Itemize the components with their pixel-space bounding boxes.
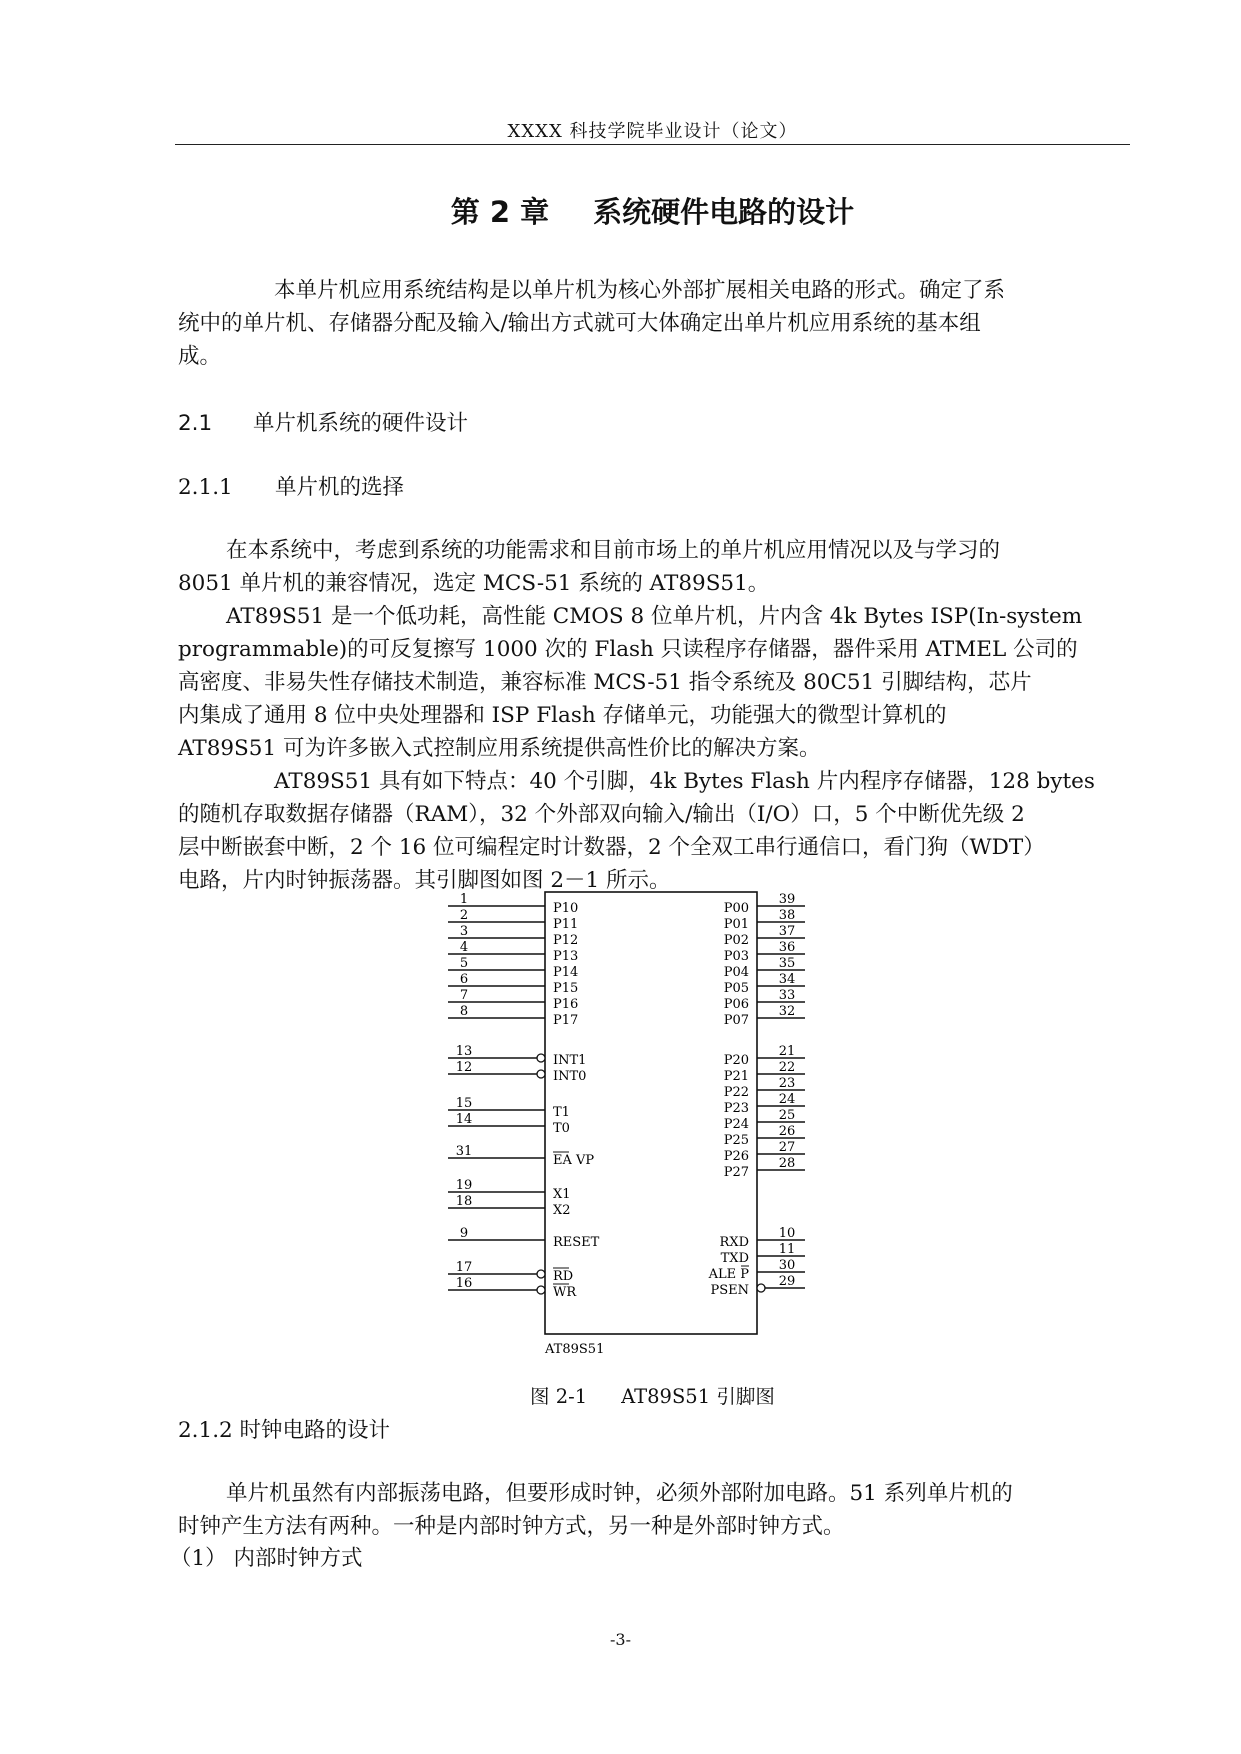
pin-number: 22 bbox=[778, 1060, 796, 1075]
pin-label: P27 bbox=[723, 1165, 749, 1180]
pin-number: 28 bbox=[778, 1156, 796, 1171]
intro-line: 成。 bbox=[178, 344, 222, 369]
section-heading-2-1-2: 2.1.2 时钟电路的设计 bbox=[178, 1418, 391, 1443]
list-item-text: 内部时钟方式 bbox=[233, 1546, 363, 1571]
pin-label: X1 bbox=[553, 1187, 571, 1202]
paragraph-line: 单片机虽然有内部振荡电路，但要形成时钟，必须外部附加电路。51 系列单片机的 bbox=[226, 1481, 1013, 1506]
pin-label: ALE P bbox=[708, 1267, 749, 1282]
pin-label: P03 bbox=[723, 949, 749, 964]
paragraph-line: AT89S51 可为许多嵌入式控制应用系统提供高性价比的解决方案。 bbox=[178, 736, 821, 761]
paragraph-line: 层中断嵌套中断，2 个 16 位可编程定时计数器，2 个全双工串行通信口，看门狗（WDT） bbox=[178, 835, 1045, 860]
pin-label: P13 bbox=[553, 949, 579, 964]
pin-number: 17 bbox=[455, 1260, 473, 1275]
pin-label: P06 bbox=[723, 997, 749, 1012]
list-item-label: （1） bbox=[170, 1546, 227, 1571]
pin-number: 7 bbox=[459, 988, 469, 1003]
pin-label: RXD bbox=[719, 1235, 749, 1250]
pin-label: P16 bbox=[553, 997, 579, 1012]
pin-label: T1 bbox=[553, 1105, 570, 1120]
pin-label: P00 bbox=[723, 901, 749, 916]
pin-number: 14 bbox=[455, 1112, 473, 1127]
pin-label: P02 bbox=[723, 933, 749, 948]
pin-number: 34 bbox=[778, 972, 796, 987]
pin-label: T0 bbox=[553, 1121, 570, 1136]
page-number: -3- bbox=[610, 1630, 631, 1649]
section-heading-2-1-1 bbox=[178, 470, 404, 501]
chapter-number: 第 2 章 bbox=[450, 195, 550, 229]
intro-line: 统中的单片机、存储器分配及输入/输出方式就可大体确定出单片机应用系统的基本组 bbox=[178, 311, 981, 336]
paragraph-line: 内集成了通用 8 位中央处理器和 ISP Flash 存储单元，功能强大的微型计算机的 bbox=[178, 703, 947, 728]
pin-number: 10 bbox=[778, 1226, 796, 1241]
figure-title: AT89S51 引脚图 bbox=[621, 1385, 775, 1408]
pin-label: P04 bbox=[723, 965, 749, 980]
pin-label: P24 bbox=[723, 1117, 749, 1132]
pin-label: INT0 bbox=[553, 1069, 587, 1084]
figure-number: 图 2-1 bbox=[530, 1385, 588, 1408]
pin-number: 16 bbox=[455, 1276, 473, 1291]
inversion-bubble bbox=[537, 1070, 545, 1078]
pin-label: TXD bbox=[720, 1251, 749, 1266]
pin-number: 33 bbox=[778, 988, 796, 1003]
pin-label: P10 bbox=[553, 901, 579, 916]
pin-number: 25 bbox=[778, 1108, 796, 1123]
section-title: 单片机的选择 bbox=[275, 475, 405, 500]
pin-label: P14 bbox=[553, 965, 579, 980]
paragraph-line: 8051 单片机的兼容情况，选定 MCS-51 系统的 AT89S51。 bbox=[178, 571, 770, 596]
header-rule bbox=[175, 144, 1130, 145]
left-pin-group bbox=[448, 892, 600, 1300]
figure-caption bbox=[530, 1381, 775, 1409]
pin-number: 36 bbox=[778, 940, 796, 955]
pin-number: 4 bbox=[459, 940, 469, 955]
pin-label: P15 bbox=[553, 981, 579, 996]
pin-label: P12 bbox=[553, 933, 579, 948]
inversion-bubble bbox=[537, 1054, 545, 1062]
pin-number: 27 bbox=[778, 1140, 796, 1155]
pin-label: EA VP bbox=[553, 1153, 595, 1168]
intro-line: 本单片机应用系统结构是以单片机为核心外部扩展相关电路的形式。确定了系 bbox=[274, 278, 1006, 303]
pin-number: 32 bbox=[778, 1004, 796, 1019]
pin-label: RD bbox=[553, 1269, 574, 1284]
section-title: 单片机系统的硬件设计 bbox=[253, 411, 469, 436]
pin-number: 38 bbox=[778, 908, 796, 923]
pin-label: P25 bbox=[723, 1133, 749, 1148]
pin-number: 19 bbox=[455, 1178, 473, 1193]
pin-number: 29 bbox=[778, 1274, 796, 1289]
clock-paragraph bbox=[178, 1477, 1138, 1543]
pin-number: 11 bbox=[778, 1242, 796, 1257]
pin-label: X2 bbox=[553, 1203, 571, 1218]
pin-label: PSEN bbox=[710, 1283, 749, 1298]
pin-label: WR bbox=[553, 1285, 577, 1300]
pin-number: 2 bbox=[459, 908, 469, 923]
intro-paragraph bbox=[178, 274, 1138, 373]
pin-number: 30 bbox=[778, 1258, 796, 1273]
chapter-title bbox=[175, 190, 1130, 231]
pin-label: RESET bbox=[553, 1235, 600, 1250]
pin-number: 39 bbox=[778, 892, 796, 907]
pin-label: P22 bbox=[723, 1085, 749, 1100]
pin-label: P17 bbox=[553, 1013, 579, 1028]
inversion-bubble bbox=[537, 1270, 545, 1278]
pin-number: 35 bbox=[778, 956, 796, 971]
list-item-1 bbox=[170, 1542, 1130, 1575]
pin-number: 24 bbox=[778, 1092, 796, 1107]
pin-31 bbox=[448, 1144, 594, 1168]
pin-number: 13 bbox=[455, 1044, 473, 1059]
pin-9 bbox=[448, 1226, 600, 1250]
inversion-bubble bbox=[757, 1284, 765, 1292]
inversion-bubble bbox=[537, 1286, 545, 1294]
pin-number: 3 bbox=[459, 924, 469, 939]
paragraph-line: 的随机存取数据存储器（RAM），32 个外部双向输入/输出（I/O）口，5 个中断优先级 2 bbox=[178, 802, 1025, 827]
pin-number: 9 bbox=[459, 1226, 469, 1241]
pin-label: P20 bbox=[723, 1053, 749, 1068]
paragraph-line: 电路，片内时钟振荡器。其引脚图如图 2－1 所示。 bbox=[178, 868, 671, 893]
selection-paragraph bbox=[178, 534, 1138, 600]
paragraph-line: AT89S51 具有如下特点：40 个引脚，4k Bytes Flash 片内程序存储器，128 bytes bbox=[274, 769, 1095, 794]
paragraph-line: 高密度、非易失性存储技术制造，兼容标准 MCS-51 指令系统及 80C51 引脚结构，芯片 bbox=[178, 670, 1032, 695]
paragraph-line: AT89S51 是一个低功耗，高性能 CMOS 8 位单片机，片内含 4k Bytes ISP(In-system bbox=[226, 604, 1083, 629]
pin-number: 31 bbox=[455, 1144, 473, 1159]
chapter-heading: 系统硬件电路的设计 bbox=[593, 195, 855, 229]
pin-label: P26 bbox=[723, 1149, 749, 1164]
pin-number: 23 bbox=[778, 1076, 796, 1091]
at89s51-paragraph bbox=[178, 600, 1138, 765]
pin-label: P01 bbox=[723, 917, 749, 932]
pin-label: P11 bbox=[553, 917, 579, 932]
pin-number: 6 bbox=[459, 972, 469, 987]
features-paragraph bbox=[178, 765, 1138, 897]
running-header: XXXX 科技学院毕业设计（论文） bbox=[507, 121, 798, 142]
pin-number: 15 bbox=[455, 1096, 473, 1111]
chip-label: AT89S51 bbox=[545, 1342, 605, 1357]
at89s51-pin-diagram bbox=[455, 888, 820, 1358]
pin-label: P07 bbox=[723, 1013, 749, 1028]
section-number: 2.1 bbox=[178, 411, 213, 436]
paragraph-line: 在本系统中，考虑到系统的功能需求和目前市场上的单片机应用情况以及与学习的 bbox=[226, 538, 1001, 563]
pin-label: P21 bbox=[723, 1069, 749, 1084]
paragraph-line: programmable)的可反复擦写 1000 次的 Flash 只读程序存储器，器件采用 ATMEL 公司的 bbox=[178, 637, 1078, 662]
pin-number: 5 bbox=[459, 956, 469, 971]
pin-number: 21 bbox=[778, 1044, 796, 1059]
pin-number: 26 bbox=[778, 1124, 796, 1139]
pin-number: 8 bbox=[459, 1004, 469, 1019]
pin-number: 1 bbox=[459, 892, 469, 907]
section-heading-2-1 bbox=[178, 406, 468, 437]
pin-number: 12 bbox=[455, 1060, 473, 1075]
pin-number: 37 bbox=[778, 924, 796, 939]
pin-label: P05 bbox=[723, 981, 749, 996]
pin-label: INT1 bbox=[553, 1053, 587, 1068]
pin-number: 18 bbox=[455, 1194, 473, 1209]
pin-label: P23 bbox=[723, 1101, 749, 1116]
paragraph-line: 时钟产生方法有两种。一种是内部时钟方式，另一种是外部时钟方式。 bbox=[178, 1514, 845, 1539]
pin-14 bbox=[448, 1112, 570, 1136]
section-number: 2.1.1 bbox=[178, 475, 233, 500]
